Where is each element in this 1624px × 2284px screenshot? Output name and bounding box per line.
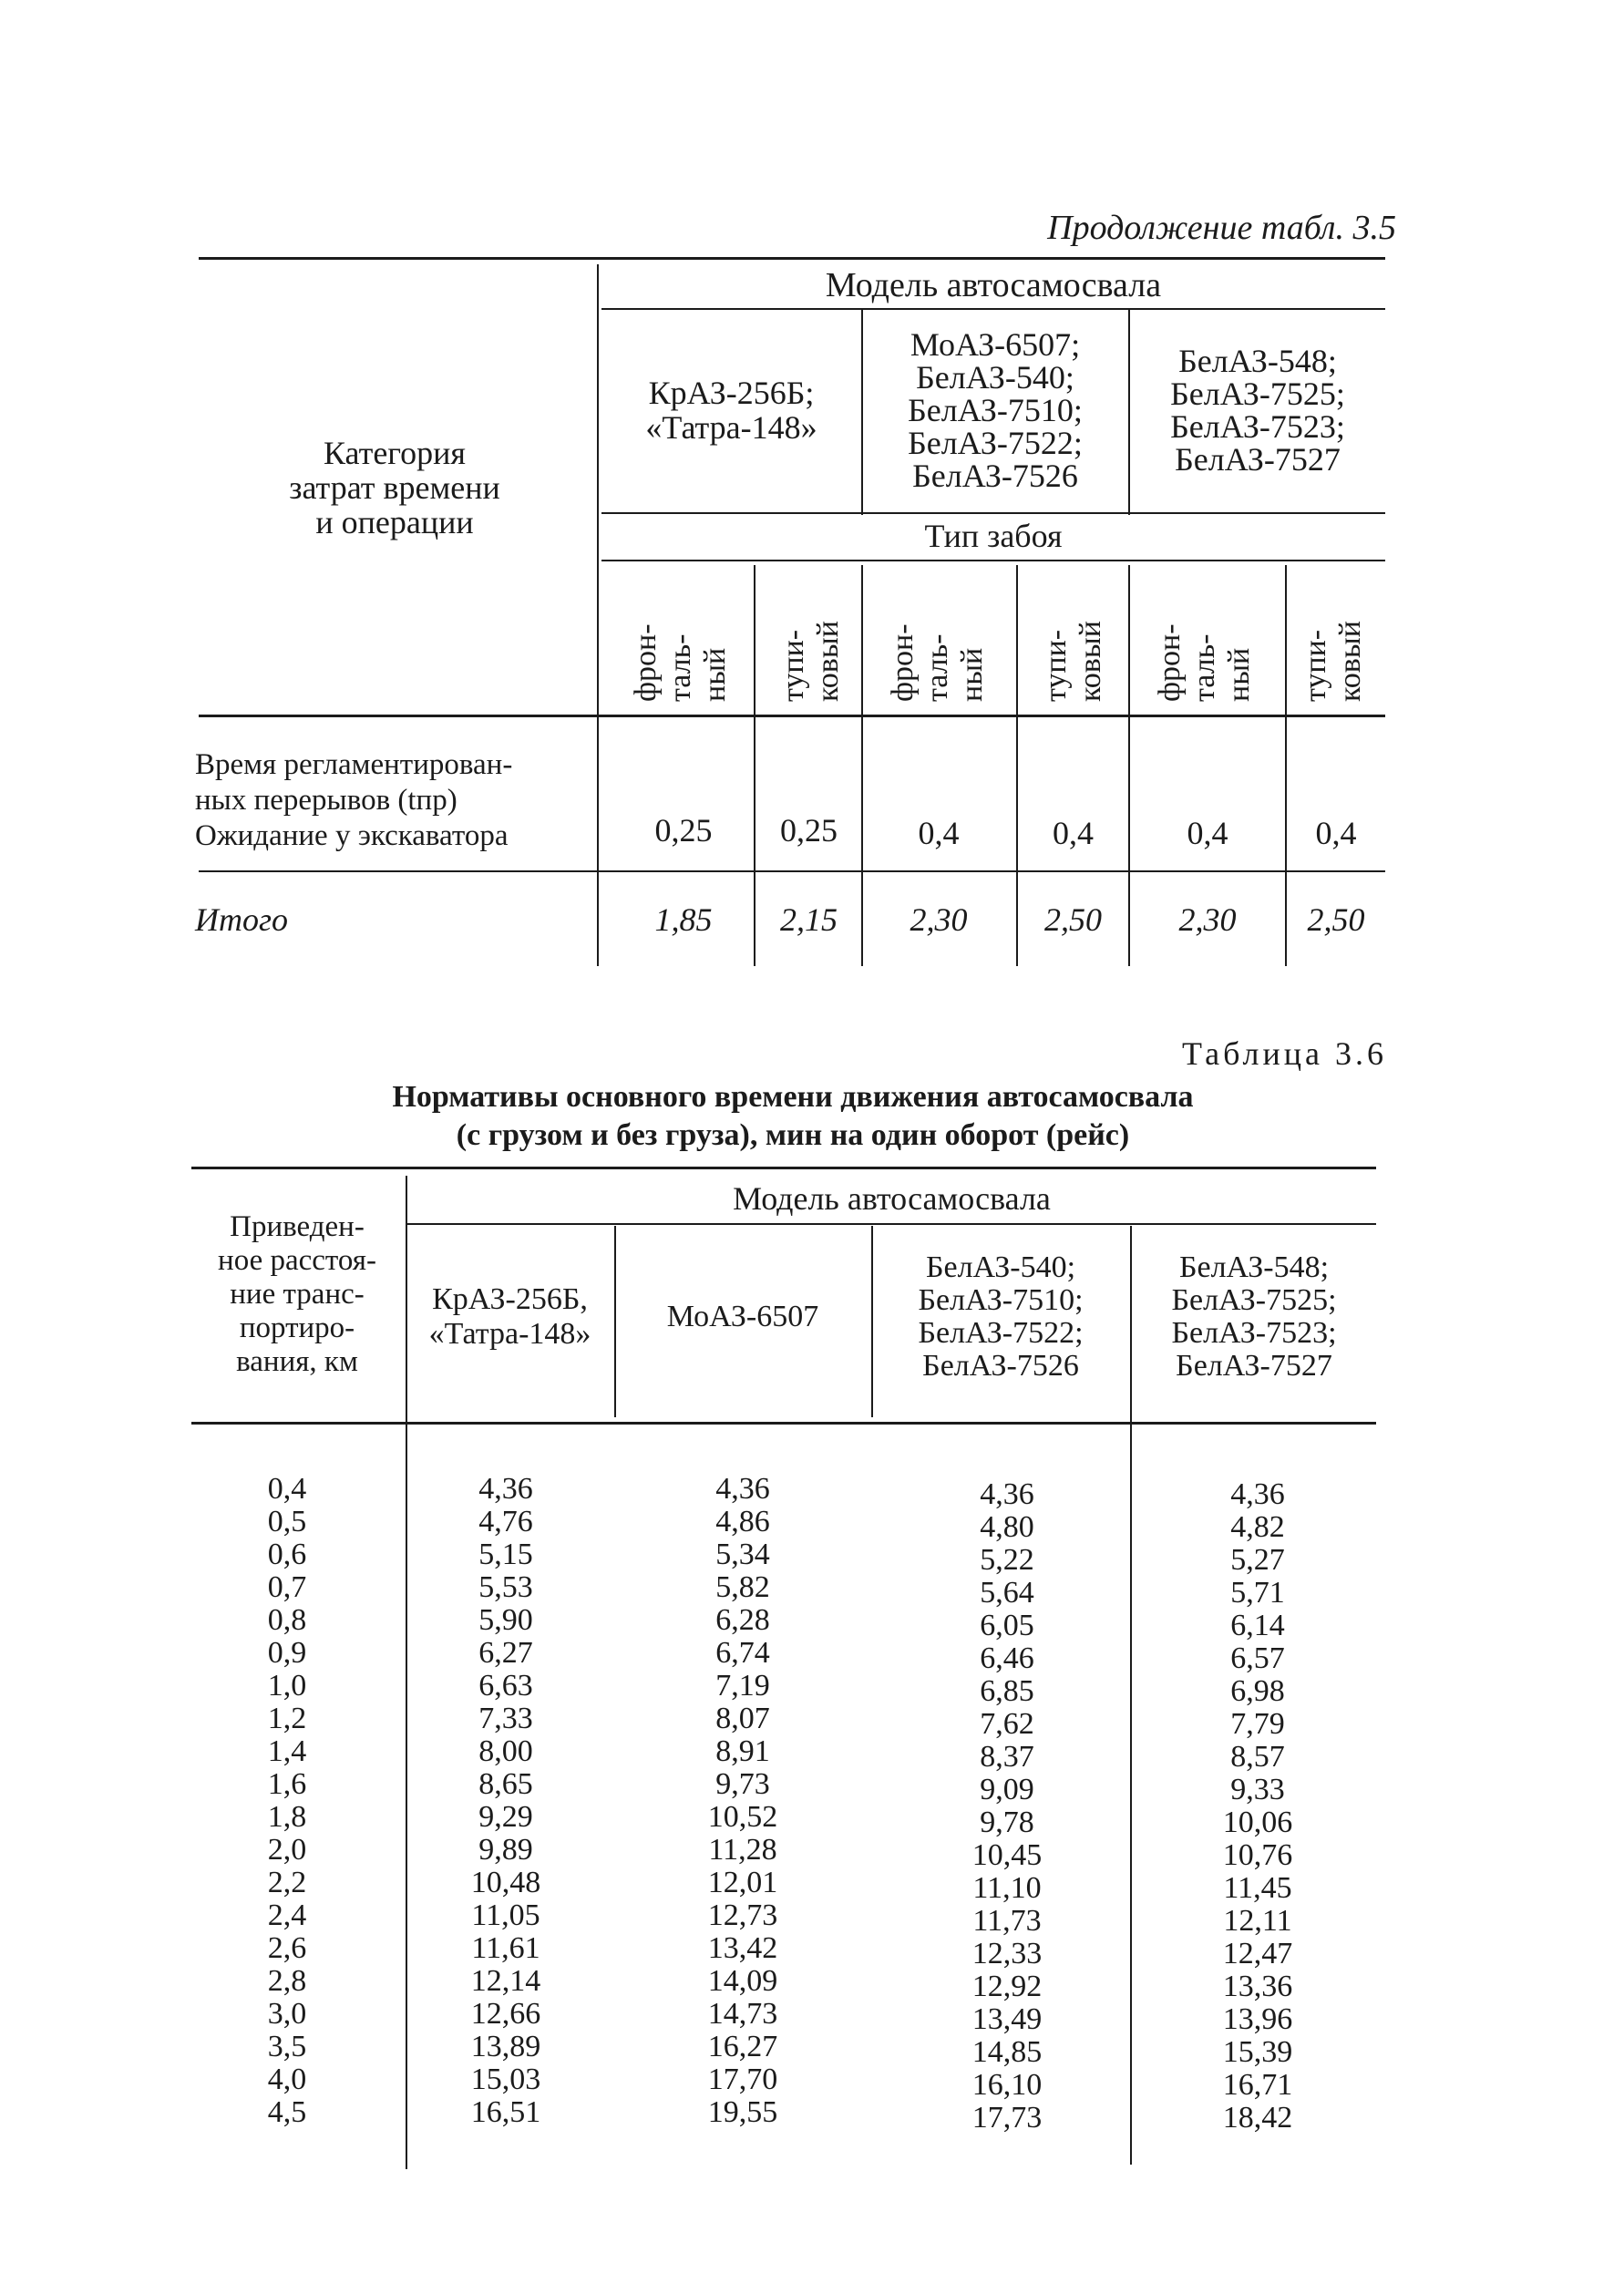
table35-total-value: 2,30 xyxy=(1178,901,1237,938)
table36-number: Таблица 3.6 xyxy=(1182,1035,1387,1072)
table35-row1-label: Время регламентирован- ных перерывов (tпр) Ожидание у экскаватора xyxy=(195,748,513,852)
table36-distance-header: Приведен- ное расстоя- ние транс- портиро- вания, км xyxy=(218,1209,376,1378)
table35-row1-value: 0,4 xyxy=(1315,815,1357,851)
table36-vline-distance xyxy=(406,1176,407,2169)
table36-model-kraz: КрАЗ-256Б, «Татра-148» xyxy=(428,1282,591,1351)
table35-total-label: Итого xyxy=(195,901,289,938)
table36-vline-m1 xyxy=(614,1226,616,1417)
table35-row1-value: 0,4 xyxy=(1187,815,1228,851)
table35-model-moaz: МоАЗ-6507; БелАЗ-540; БелАЗ-7510; БелАЗ-7522; БелАЗ-7526 xyxy=(908,326,1083,494)
table36-distance-column: 0,4 0,5 0,6 0,7 0,8 0,9 1,0 1,2 1,4 1,6 1,8 2,0 2,2 2,4 2,6 2,8 3,0 3,5 4,0 4,5 xyxy=(267,1472,307,2129)
table35-category-header: Категория затрат времени и операции xyxy=(289,435,500,540)
table35-face-frontal-3: фрон- таль- ный xyxy=(1153,623,1256,702)
table36-belaz540-column: 4,36 4,80 5,22 5,64 6,05 6,46 6,85 7,62 8,37 9,09 9,78 10,45 11,10 11,73 12,33 12,92 13,49 14,85 16,10 17,73 xyxy=(971,1477,1043,2135)
table35-face-frontal-2: фрон- таль- ный xyxy=(886,623,989,702)
table35-row1-value: 0,4 xyxy=(1053,815,1094,851)
table36-model-rule xyxy=(407,1223,1376,1225)
table36-moaz-column: 4,36 4,86 5,34 5,82 6,28 6,74 7,19 8,07 8,91 9,73 10,52 11,28 12,01 12,73 13,42 14,09 14,73 16,27 17,70 19,55 xyxy=(707,1472,778,2129)
table35-model-header: Модель автосамосвала xyxy=(825,266,1162,304)
table36-vline-m2 xyxy=(871,1226,873,1417)
table35-vline-f2 xyxy=(861,565,863,966)
table36-belaz548-column: 4,36 4,82 5,27 5,71 6,14 6,57 6,98 7,79 8,57 9,33 10,06 10,76 11,45 12,11 12,47 13,36 13,96 15,39 16,71 18,42 xyxy=(1222,1477,1293,2135)
table35-caption: Продолжение табл. 3.5 xyxy=(1047,209,1396,247)
table35-header-bottom-rule xyxy=(199,715,1385,717)
table35-total-value: 2,50 xyxy=(1044,901,1102,938)
table35-vline-m1 xyxy=(861,310,863,515)
table36-header-bottom-rule xyxy=(191,1422,1376,1425)
table36-model-belaz548: БелАЗ-548; БелАЗ-7525; БелАЗ-7523; БелАЗ-7527 xyxy=(1171,1250,1337,1383)
table35-row1-rule xyxy=(199,870,1385,872)
table35-face-deadend-2: тупи- ковый xyxy=(1039,621,1107,702)
table36-model-belaz540: БелАЗ-540; БелАЗ-7510; БелАЗ-7522; БелАЗ-7526 xyxy=(918,1250,1084,1383)
table35-face-type-rule xyxy=(601,560,1385,561)
table35-row1-value: 0,25 xyxy=(654,812,713,849)
table35-model-belaz548: БелАЗ-548; БелАЗ-7525; БелАЗ-7523; БелАЗ-7527 xyxy=(1170,343,1345,478)
table35-face-type-header: Тип забоя xyxy=(924,518,1063,554)
table35-total-value: 1,85 xyxy=(654,901,713,938)
table35-face-deadend-3: тупи- ковый xyxy=(1299,621,1367,702)
table36-title-line2: (с грузом и без груза), мин на один оборот (рейс) xyxy=(456,1118,1130,1152)
table35-vline-f1 xyxy=(754,565,755,966)
table35-face-deadend-1: тупи- ковый xyxy=(776,621,845,702)
table35-total-value: 2,30 xyxy=(910,901,968,938)
table35-model-kraz: КрАЗ-256Б; «Татра-148» xyxy=(645,375,817,446)
table36-model-header: Модель автосамосвала xyxy=(733,1180,1051,1217)
table35-vline-category xyxy=(597,264,599,966)
table36-title-line1: Нормативы основного времени движения автосамосвала xyxy=(392,1080,1194,1114)
table35-vline-f3 xyxy=(1016,565,1018,966)
table36-kraz-column: 4,36 4,76 5,15 5,53 5,90 6,27 6,63 7,33 8,00 8,65 9,29 9,89 10,48 11,05 11,61 12,14 12,66 13,89 15,03 16,51 xyxy=(470,1472,541,2129)
table35-face-frontal-1: фрон- таль- ный xyxy=(629,623,732,702)
table35-model-rule xyxy=(601,308,1385,310)
table35-face-type-top-rule xyxy=(601,512,1385,514)
table35-row1-value: 0,25 xyxy=(780,812,838,849)
table36-top-rule xyxy=(191,1167,1376,1169)
table35-total-value: 2,50 xyxy=(1307,901,1365,938)
table36-model-moaz: МоАЗ-6507 xyxy=(666,1300,819,1333)
table35-row1-value: 0,4 xyxy=(918,815,960,851)
table35-total-value: 2,15 xyxy=(780,901,838,938)
table35-top-rule xyxy=(199,257,1385,260)
table35-vline-f4 xyxy=(1128,565,1130,966)
table35-vline-m2 xyxy=(1128,310,1130,515)
table36-vline-m3 xyxy=(1130,1226,1132,2165)
